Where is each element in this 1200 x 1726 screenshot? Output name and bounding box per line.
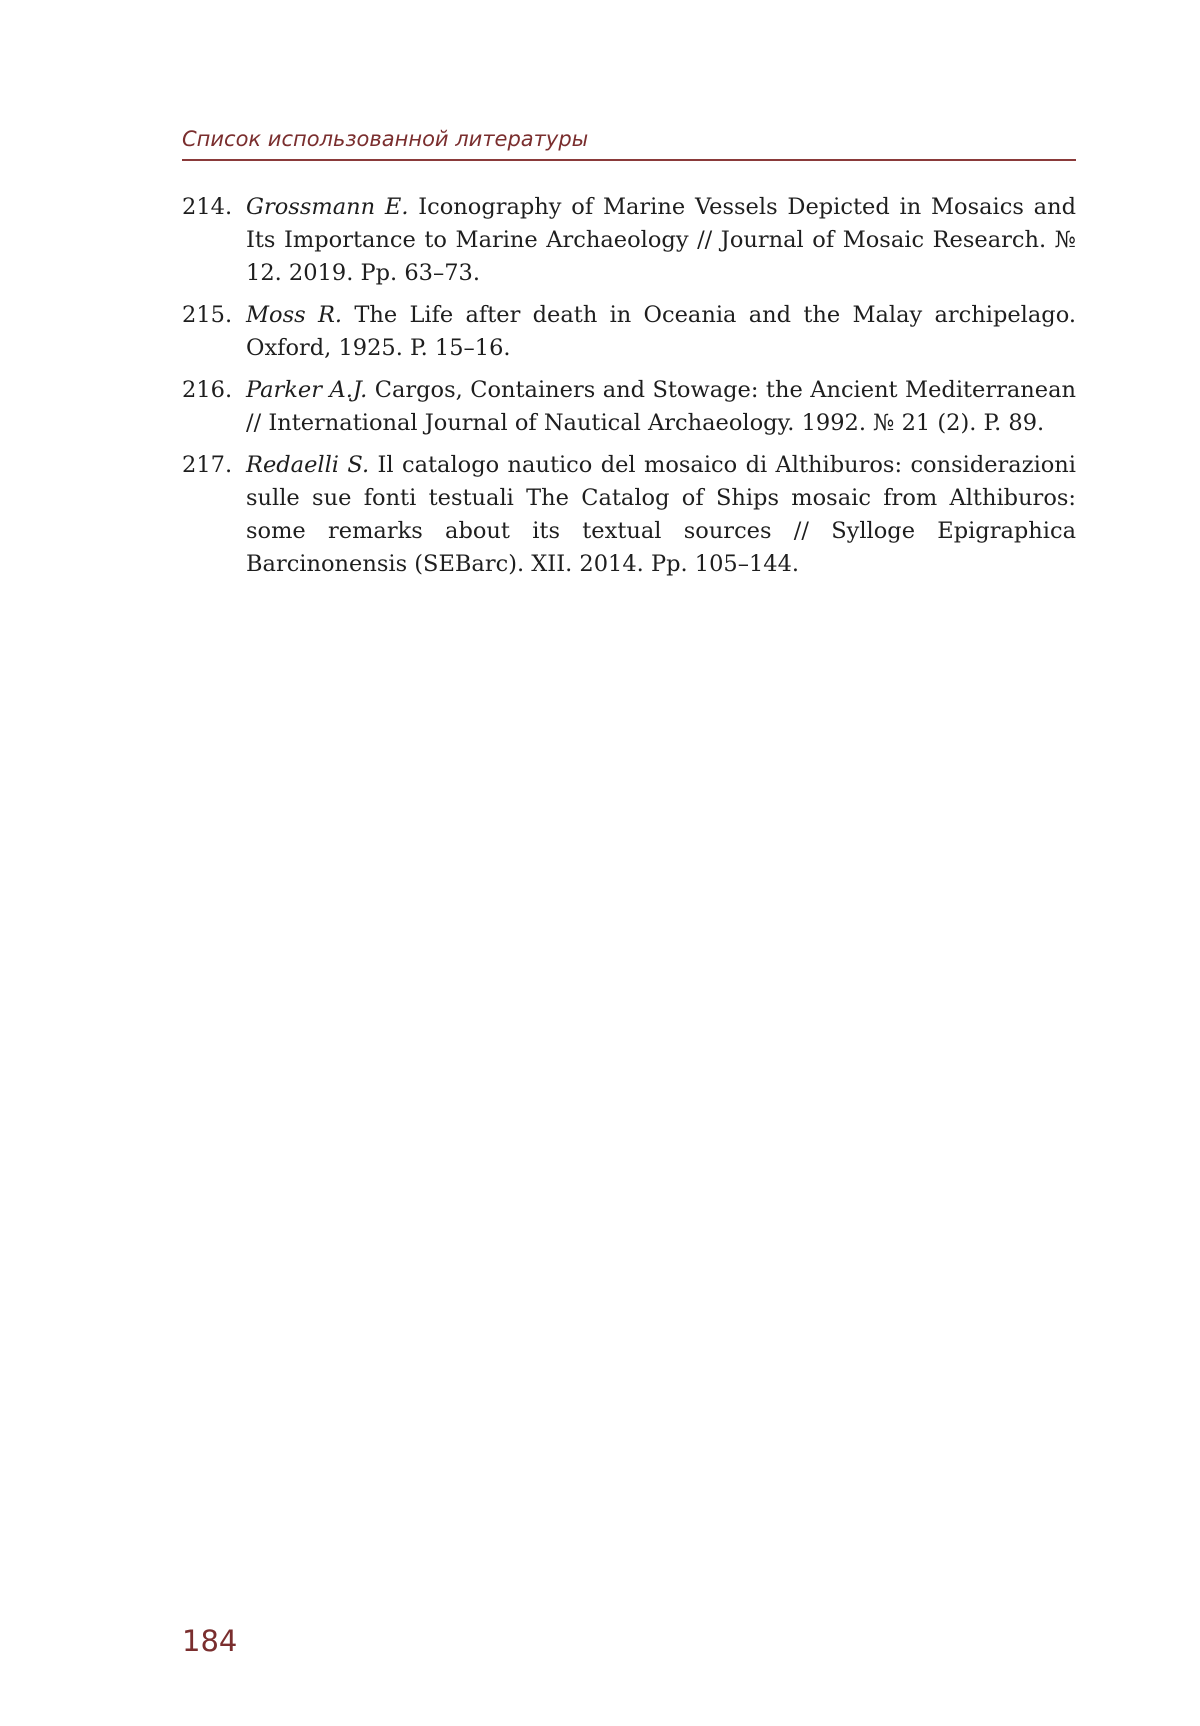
running-head-rule <box>182 159 1076 161</box>
entry-citation: Cargos, Containers and Stowage: the Ancient Mediterranean // International Journal of Nautical Archaeology. 1992. № 21 (2). P. 89. <box>246 377 1077 436</box>
entry-number: 215. <box>182 302 233 328</box>
entry-author: Redaelli S. <box>246 452 370 478</box>
entry-author: Moss R. <box>246 302 343 328</box>
entry-citation: The Life after death in Oceania and the Malay archipelago. Oxford, 1925. P. 15–16. <box>246 302 1076 361</box>
entry-author: Grossmann E. <box>246 194 409 220</box>
entry-citation: Il catalogo nautico del mosaico di Althiburos: considerazioni sulle sue fonti testuali The Catalog of Ships mosaic from Althiburos: some remarks about its textual sources // Sylloge Epigraphica Barcinonensis (SEBarc). XII. 2014. Pp. 105–144. <box>246 452 1076 577</box>
running-head: Список использованной литературы <box>182 127 589 151</box>
page-number: 184 <box>182 1624 238 1658</box>
entry-text <box>246 374 1076 440</box>
bibliography-entry <box>182 191 1076 290</box>
entry-text <box>246 449 1076 581</box>
entry-text <box>246 299 1076 365</box>
bibliography-entry <box>182 449 1076 581</box>
entry-number: 217. <box>182 452 233 478</box>
bibliography-entry <box>182 299 1076 365</box>
bibliography-list <box>182 191 1076 590</box>
entry-text <box>246 191 1076 290</box>
entry-author: Parker A.J. <box>246 377 368 403</box>
entry-citation: Iconography of Marine Vessels Depicted in Mosaics and Its Importance to Marine Archaeology // Journal of Mosaic Research. № 12. 2019. Pp. 63–73. <box>246 194 1076 286</box>
entry-number: 214. <box>182 194 233 220</box>
entry-number: 216. <box>182 377 233 403</box>
bibliography-entry <box>182 374 1076 440</box>
